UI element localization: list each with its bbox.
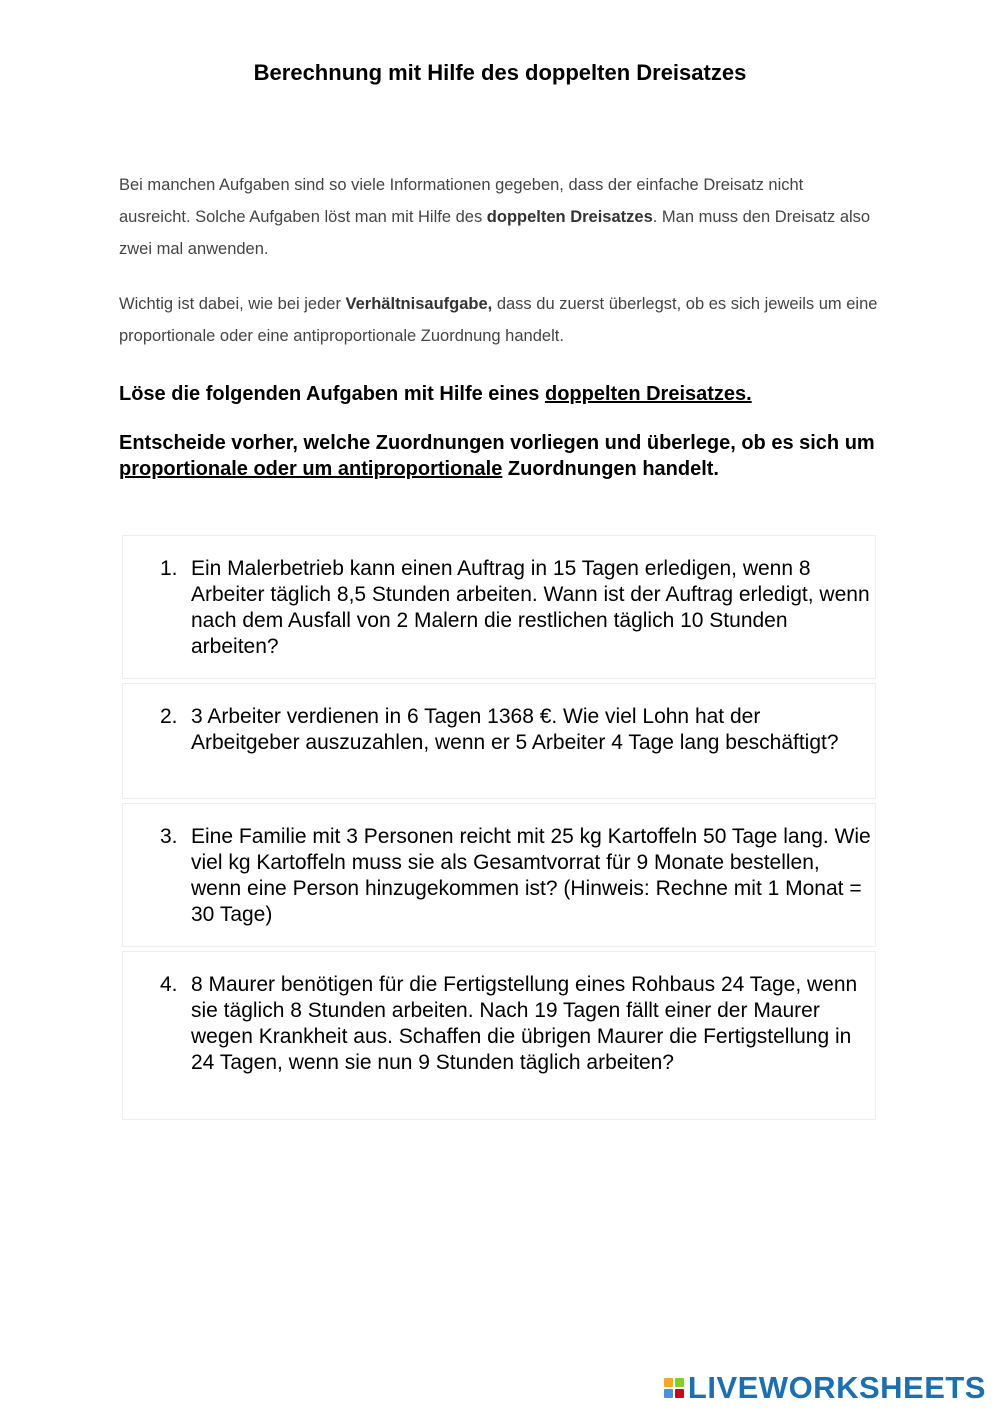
exercise-number: 3. <box>160 825 178 848</box>
intro-text: Bei manchen Aufgaben sind so viele Informationen gegeben, dass der einfache Dreisatz nicht ausreicht. Solche Aufgaben löst man mit Hilfe des <box>119 176 804 226</box>
page-title: Berechnung mit Hilfe des doppelten Dreisatzes <box>253 60 747 85</box>
intro-paragraph-2 <box>119 288 879 352</box>
exercise-box-2 <box>122 683 876 799</box>
intro-paragraph-1 <box>119 169 879 265</box>
intro-bold-term: Verhältnisaufgabe, <box>345 295 493 313</box>
exercise-text: 8 Maurer benötigen für die Fertigstellung eines Rohbaus 24 Tage, wenn sie täglich 8 Stunden arbeiten. Nach 19 Tagen fällt einer der Maurer wegen Krankheit aus. Schaffen die übrigen Maurer die Fertigstellung in 24 Tagen, wenn sie nun 9 Stunden täglich arbeiten? <box>191 973 858 1074</box>
instruction-underlined: doppelten Dreisatzes. <box>544 383 752 405</box>
instruction-underlined: proportionale oder um antiproportionale <box>119 458 503 480</box>
exercise-box-4 <box>122 951 876 1120</box>
instruction-text: Zuordnungen handelt. <box>502 458 719 480</box>
intro-bold-term: doppelten Dreisatzes <box>486 208 653 226</box>
exercise-text: Eine Familie mit 3 Personen reicht mit 25 kg Kartoffeln 50 Tage lang. Wie viel kg Kartoffeln muss sie als Gesamtvorrat für 9 Monate bestellen, wenn eine Person hinzugekommen ist? (Hinweis: Rechne mit 1 Monat = 30 Tage) <box>191 825 871 926</box>
instruction-text: Löse die folgenden Aufgaben mit Hilfe eines <box>119 383 545 405</box>
exercise-text: Ein Malerbetrieb kann einen Auftrag in 15 Tagen erledigen, wenn 8 Arbeiter täglich 8,5 Stunden arbeiten. Wann ist der Auftrag erledigt, wenn nach dem Ausfall von 2 Malern die restlichen täglich 10 Stunden arbeiten? <box>191 557 870 658</box>
intro-text: . Man muss den Dreisatz also zwei mal anwenden. <box>119 208 871 258</box>
exercise-text: 3 Arbeiter verdienen in 6 Tagen 1368 €. Wie viel Lohn hat der Arbeitgeber auszuzahlen, wenn er 5 Arbeiter 4 Tage lang beschäftigt? <box>191 705 839 754</box>
instruction-heading-2 <box>119 430 879 482</box>
exercise-number: 4. <box>160 973 178 996</box>
exercise-box-1 <box>122 535 876 679</box>
logo-square <box>664 1378 673 1387</box>
instruction-text: Entscheide vorher, welche Zuordnungen vorliegen und überlege, ob es sich um <box>119 432 875 454</box>
exercise-number: 2. <box>160 705 178 728</box>
exercise-number: 1. <box>160 557 178 580</box>
instruction-heading-1 <box>119 381 879 407</box>
logo-square <box>675 1389 684 1398</box>
brand-name: LIVEWORKSHEETS <box>687 1370 986 1405</box>
intro-text: dass du zuerst überlegst, ob es sich jeweils um eine proportionale oder eine antiproportionale Zuordnung handelt. <box>119 295 878 345</box>
intro-text: Wichtig ist dabei, wie bei jeder <box>119 295 346 313</box>
logo-square <box>675 1378 684 1387</box>
exercise-box-3 <box>122 803 876 947</box>
brand-logo-icon <box>664 1378 684 1398</box>
liveworksheets-brand <box>664 1370 986 1406</box>
logo-square <box>664 1389 673 1398</box>
